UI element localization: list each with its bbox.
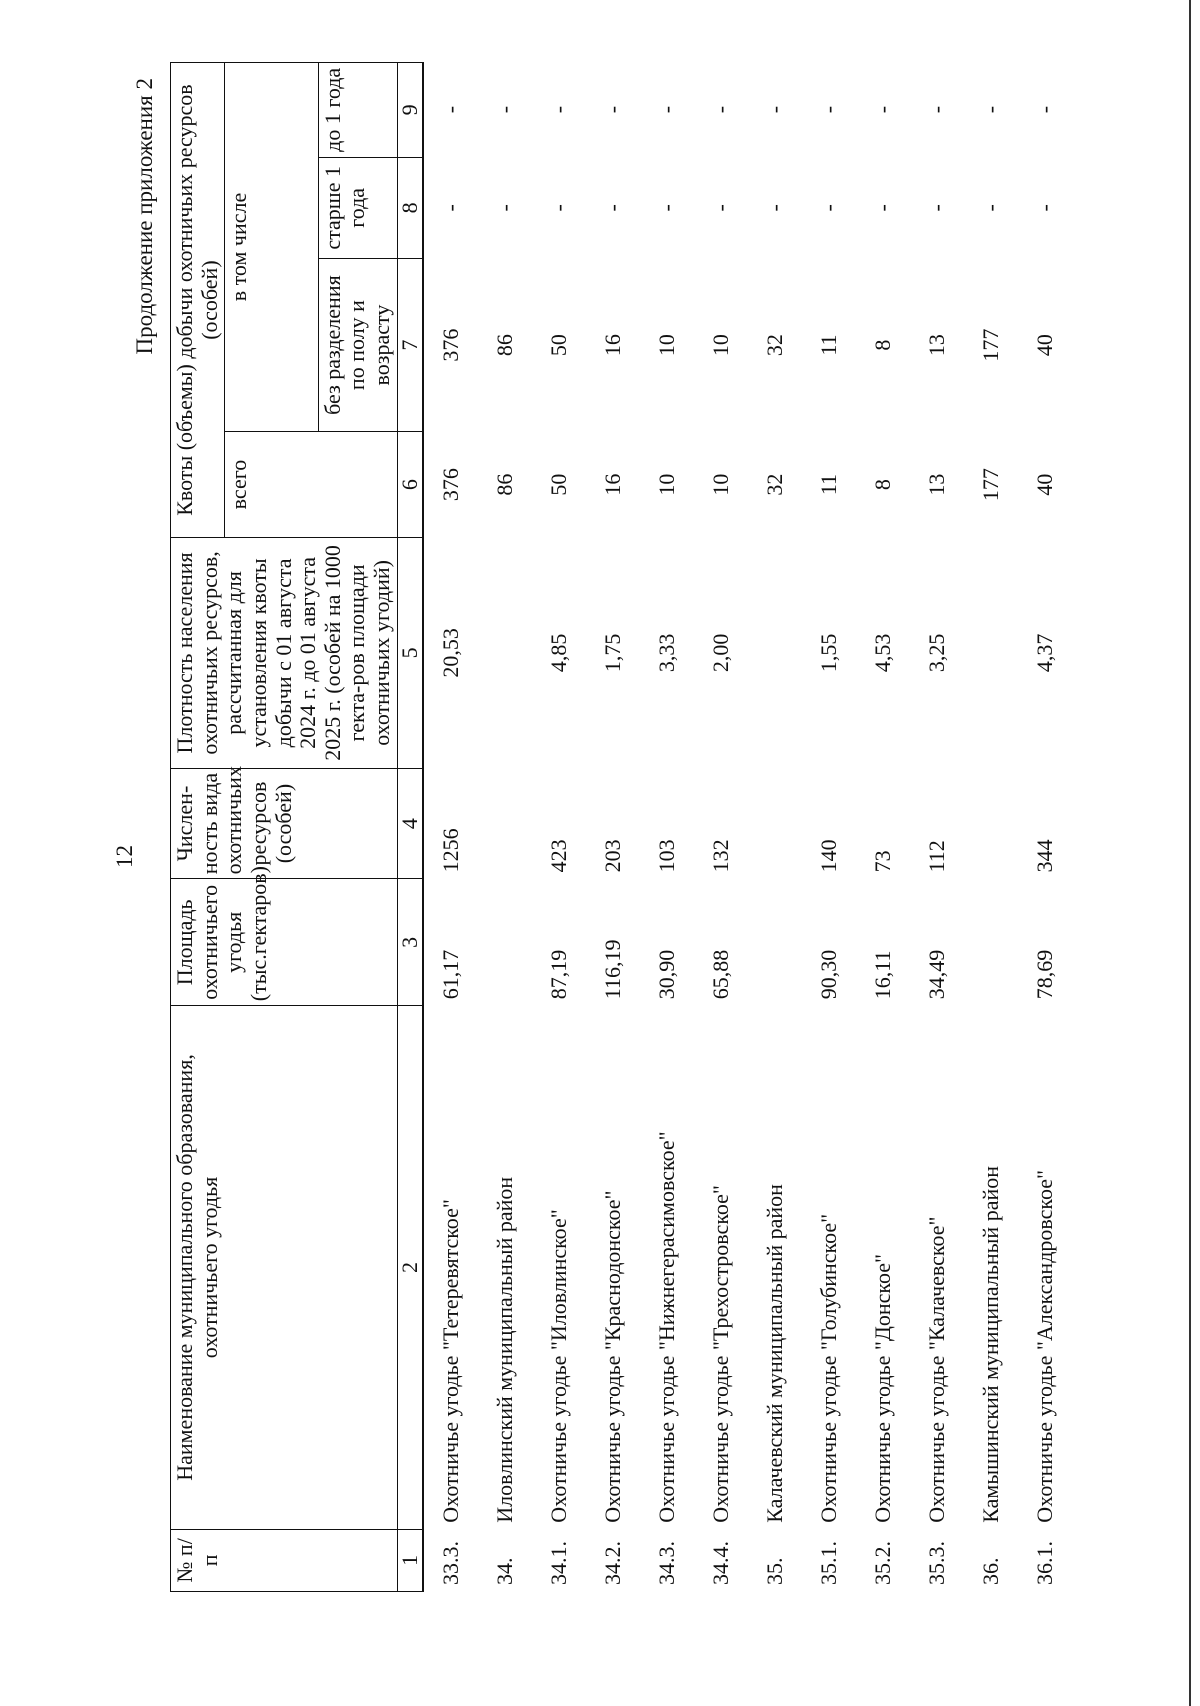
row-name-cell: Охотничье угодье "Донское" — [869, 1254, 895, 1523]
table-row — [478, 63, 532, 1592]
row-number-cell: 34. — [491, 1557, 517, 1585]
column-number: 5 — [397, 538, 423, 769]
row-population-cell: 344 — [1031, 839, 1057, 873]
row-name-cell: Охотничье угодье "Трехостровское" — [707, 1185, 733, 1523]
header-including: в том числе — [225, 63, 319, 432]
row-younger-cell: - — [1031, 105, 1057, 114]
row-number-cell: 35.2. — [869, 1541, 895, 1585]
scan-edge-line — [1189, 0, 1191, 1706]
row-area-cell — [478, 879, 532, 1006]
table-row — [748, 63, 802, 1592]
header-no-division: без разделения по полу и возрасту — [318, 259, 397, 432]
row-density-cell: 3,33 — [653, 633, 679, 673]
row-total-cell: 11 — [815, 473, 841, 496]
row-name-cell: Иловлинский муниципальный район — [491, 1176, 517, 1523]
row-total-cell: 13 — [923, 473, 949, 496]
row-total-cell: 10 — [707, 473, 733, 496]
row-density-cell: 4,53 — [869, 633, 895, 673]
row-name-cell: Охотничье угодье "Иловлинское" — [545, 1209, 571, 1523]
row-younger-cell: - — [545, 105, 571, 114]
row-number-cell: 34.3. — [653, 1541, 679, 1585]
row-younger-cell: - — [761, 105, 787, 114]
row-total-cell: 32 — [761, 473, 787, 496]
row-area-cell: 87,19 — [545, 949, 571, 1000]
row-density-cell — [964, 538, 1018, 769]
row-density-cell: 1,75 — [599, 633, 625, 673]
row-population-cell: 132 — [707, 839, 733, 873]
column-number-row — [397, 63, 423, 1592]
row-population-cell: 112 — [923, 840, 949, 873]
row-area-cell: 61,17 — [437, 949, 463, 1000]
row-density-cell: 2,00 — [707, 633, 733, 673]
table-body — [423, 63, 1072, 1592]
row-area-cell: 78,69 — [1031, 949, 1057, 1000]
row-name-cell: Охотничье угодье "Тетеревятское" — [437, 1199, 463, 1523]
row-number-cell: 35. — [761, 1557, 787, 1585]
header-row-1 — [171, 63, 225, 1592]
row-density-cell — [478, 538, 532, 769]
row-no-division-cell: 13 — [923, 334, 949, 357]
row-name-cell: Охотничье угодье "Нижнегерасимовское" — [653, 1131, 679, 1523]
row-population-cell: 423 — [545, 839, 571, 873]
row-population-cell: 103 — [653, 839, 679, 873]
table-row — [694, 63, 748, 1592]
column-number: 3 — [397, 879, 423, 1006]
row-younger-cell: - — [869, 105, 895, 114]
row-older-cell: - — [815, 204, 841, 212]
table-row — [586, 63, 640, 1592]
table-row — [910, 63, 964, 1592]
row-area-cell: 16,11 — [869, 950, 895, 1000]
column-number: 8 — [397, 157, 423, 258]
row-older-cell: - — [653, 204, 679, 212]
row-number-cell: 35.3. — [923, 1541, 949, 1585]
table-row — [1018, 63, 1072, 1592]
row-density-cell: 1,55 — [815, 633, 841, 673]
row-no-division-cell: 376 — [437, 328, 463, 362]
row-population-cell: 203 — [599, 839, 625, 873]
row-older-cell: - — [707, 204, 733, 212]
row-density-cell: 4,85 — [545, 633, 571, 673]
column-number: 1 — [397, 1529, 423, 1591]
row-younger-cell: - — [437, 105, 463, 114]
row-no-division-cell: 16 — [599, 334, 625, 357]
row-population-cell: 73 — [869, 850, 895, 873]
row-no-division-cell: 10 — [653, 334, 679, 357]
row-total-cell: 376 — [437, 468, 463, 502]
quota-table — [170, 62, 1072, 1592]
row-number-cell: 36.1. — [1031, 1541, 1057, 1585]
table-row — [856, 63, 910, 1592]
header-density: Плотность населения охотничьих ресурсов, рассчитанная для установления квоты добычи с 01 августа 2024 г. до 01 августа 2025 г. (особей на 1000 гекта-ров площади охотничьих угодий) — [171, 538, 398, 769]
row-older-cell: - — [923, 204, 949, 212]
row-total-cell: 40 — [1031, 473, 1057, 496]
header-total: всего — [225, 432, 397, 538]
row-no-division-cell: 8 — [869, 339, 895, 351]
header-younger: до 1 года — [318, 63, 397, 158]
row-no-division-cell: 10 — [707, 334, 733, 357]
table-row — [964, 63, 1018, 1592]
row-population-cell — [748, 768, 802, 879]
row-number-cell: 36. — [977, 1557, 1003, 1585]
row-total-cell: 16 — [599, 473, 625, 496]
row-no-division-cell: 40 — [1031, 334, 1057, 357]
header-quota-group: Квоты (объемы) добычи охотничьих ресурсов (особей) — [171, 63, 225, 538]
row-area-cell — [964, 879, 1018, 1006]
page-number: 12 — [112, 845, 137, 868]
row-name-cell: Калачевский муниципальный район — [761, 1184, 787, 1523]
row-name-cell: Камышинский муниципальный район — [977, 1165, 1003, 1523]
row-area-cell: 30,90 — [653, 949, 679, 1000]
row-total-cell: 50 — [545, 473, 571, 496]
row-younger-cell: - — [815, 105, 841, 114]
row-older-cell: - — [437, 204, 463, 212]
row-younger-cell: - — [923, 105, 949, 114]
row-population-cell: 140 — [815, 839, 841, 873]
column-number: 6 — [397, 432, 423, 538]
row-older-cell: - — [1031, 204, 1057, 212]
row-number-cell: 34.1. — [545, 1541, 571, 1585]
row-no-division-cell: 177 — [977, 328, 1003, 362]
row-no-division-cell: 32 — [761, 334, 787, 357]
row-area-cell — [748, 879, 802, 1006]
row-younger-cell: - — [707, 105, 733, 114]
header-name: Наименование муниципального образования, охотничьего угодья — [171, 1006, 398, 1530]
row-total-cell: 8 — [869, 479, 895, 491]
row-name-cell: Охотничье угодье "Краснодонское" — [599, 1190, 625, 1523]
row-younger-cell: - — [653, 105, 679, 114]
table-row — [532, 63, 586, 1592]
row-older-cell: - — [545, 204, 571, 212]
row-number-cell: 34.2. — [599, 1541, 625, 1585]
row-population-cell — [478, 768, 532, 879]
continuation-note: Продолжение приложения 2 — [132, 78, 157, 355]
header-older: старше 1 года — [318, 157, 397, 258]
row-population-cell — [964, 768, 1018, 879]
row-density-cell: 20,53 — [437, 628, 463, 678]
row-population-cell: 1256 — [437, 828, 463, 873]
row-density-cell — [748, 538, 802, 769]
header-population: Числен-ность вида охотничьих ресурсов (особей) — [171, 768, 398, 879]
column-number: 4 — [397, 768, 423, 879]
table-row — [423, 63, 478, 1592]
row-older-cell: - — [491, 204, 517, 212]
row-older-cell: - — [869, 204, 895, 212]
header-number: № п/п — [171, 1529, 398, 1591]
row-no-division-cell: 50 — [545, 334, 571, 357]
row-name-cell: Охотничье угодье "Калачевское" — [923, 1216, 949, 1523]
header-area: Площадь охотничьего угодья (тыс.гектаров) — [171, 879, 398, 1006]
row-younger-cell: - — [977, 105, 1003, 114]
row-no-division-cell: 86 — [491, 334, 517, 357]
row-number-cell: 33.3. — [437, 1541, 463, 1585]
row-no-division-cell: 11 — [815, 334, 841, 356]
row-area-cell: 116,19 — [599, 939, 625, 1000]
row-total-cell: 177 — [977, 468, 1003, 502]
row-total-cell: 86 — [491, 473, 517, 496]
row-total-cell: 10 — [653, 473, 679, 496]
table-row — [802, 63, 856, 1592]
column-number: 7 — [397, 259, 423, 432]
row-older-cell: - — [977, 204, 1003, 212]
table-row — [640, 63, 694, 1592]
row-older-cell: - — [761, 204, 787, 212]
column-number: 2 — [397, 1006, 423, 1530]
row-name-cell: Охотничье угодье "Александровское" — [1031, 1169, 1057, 1523]
row-density-cell: 3,25 — [923, 633, 949, 673]
row-younger-cell: - — [599, 105, 625, 114]
row-number-cell: 35.1. — [815, 1541, 841, 1585]
row-area-cell: 34,49 — [923, 949, 949, 1000]
row-number-cell: 34.4. — [707, 1541, 733, 1585]
row-older-cell: - — [599, 204, 625, 212]
row-area-cell: 65,88 — [707, 949, 733, 1000]
row-name-cell: Охотничье угодье "Голубинское" — [815, 1213, 841, 1523]
row-younger-cell: - — [491, 105, 517, 114]
row-density-cell: 4,37 — [1031, 633, 1057, 673]
row-area-cell: 90,30 — [815, 949, 841, 1000]
column-number: 9 — [397, 63, 423, 158]
